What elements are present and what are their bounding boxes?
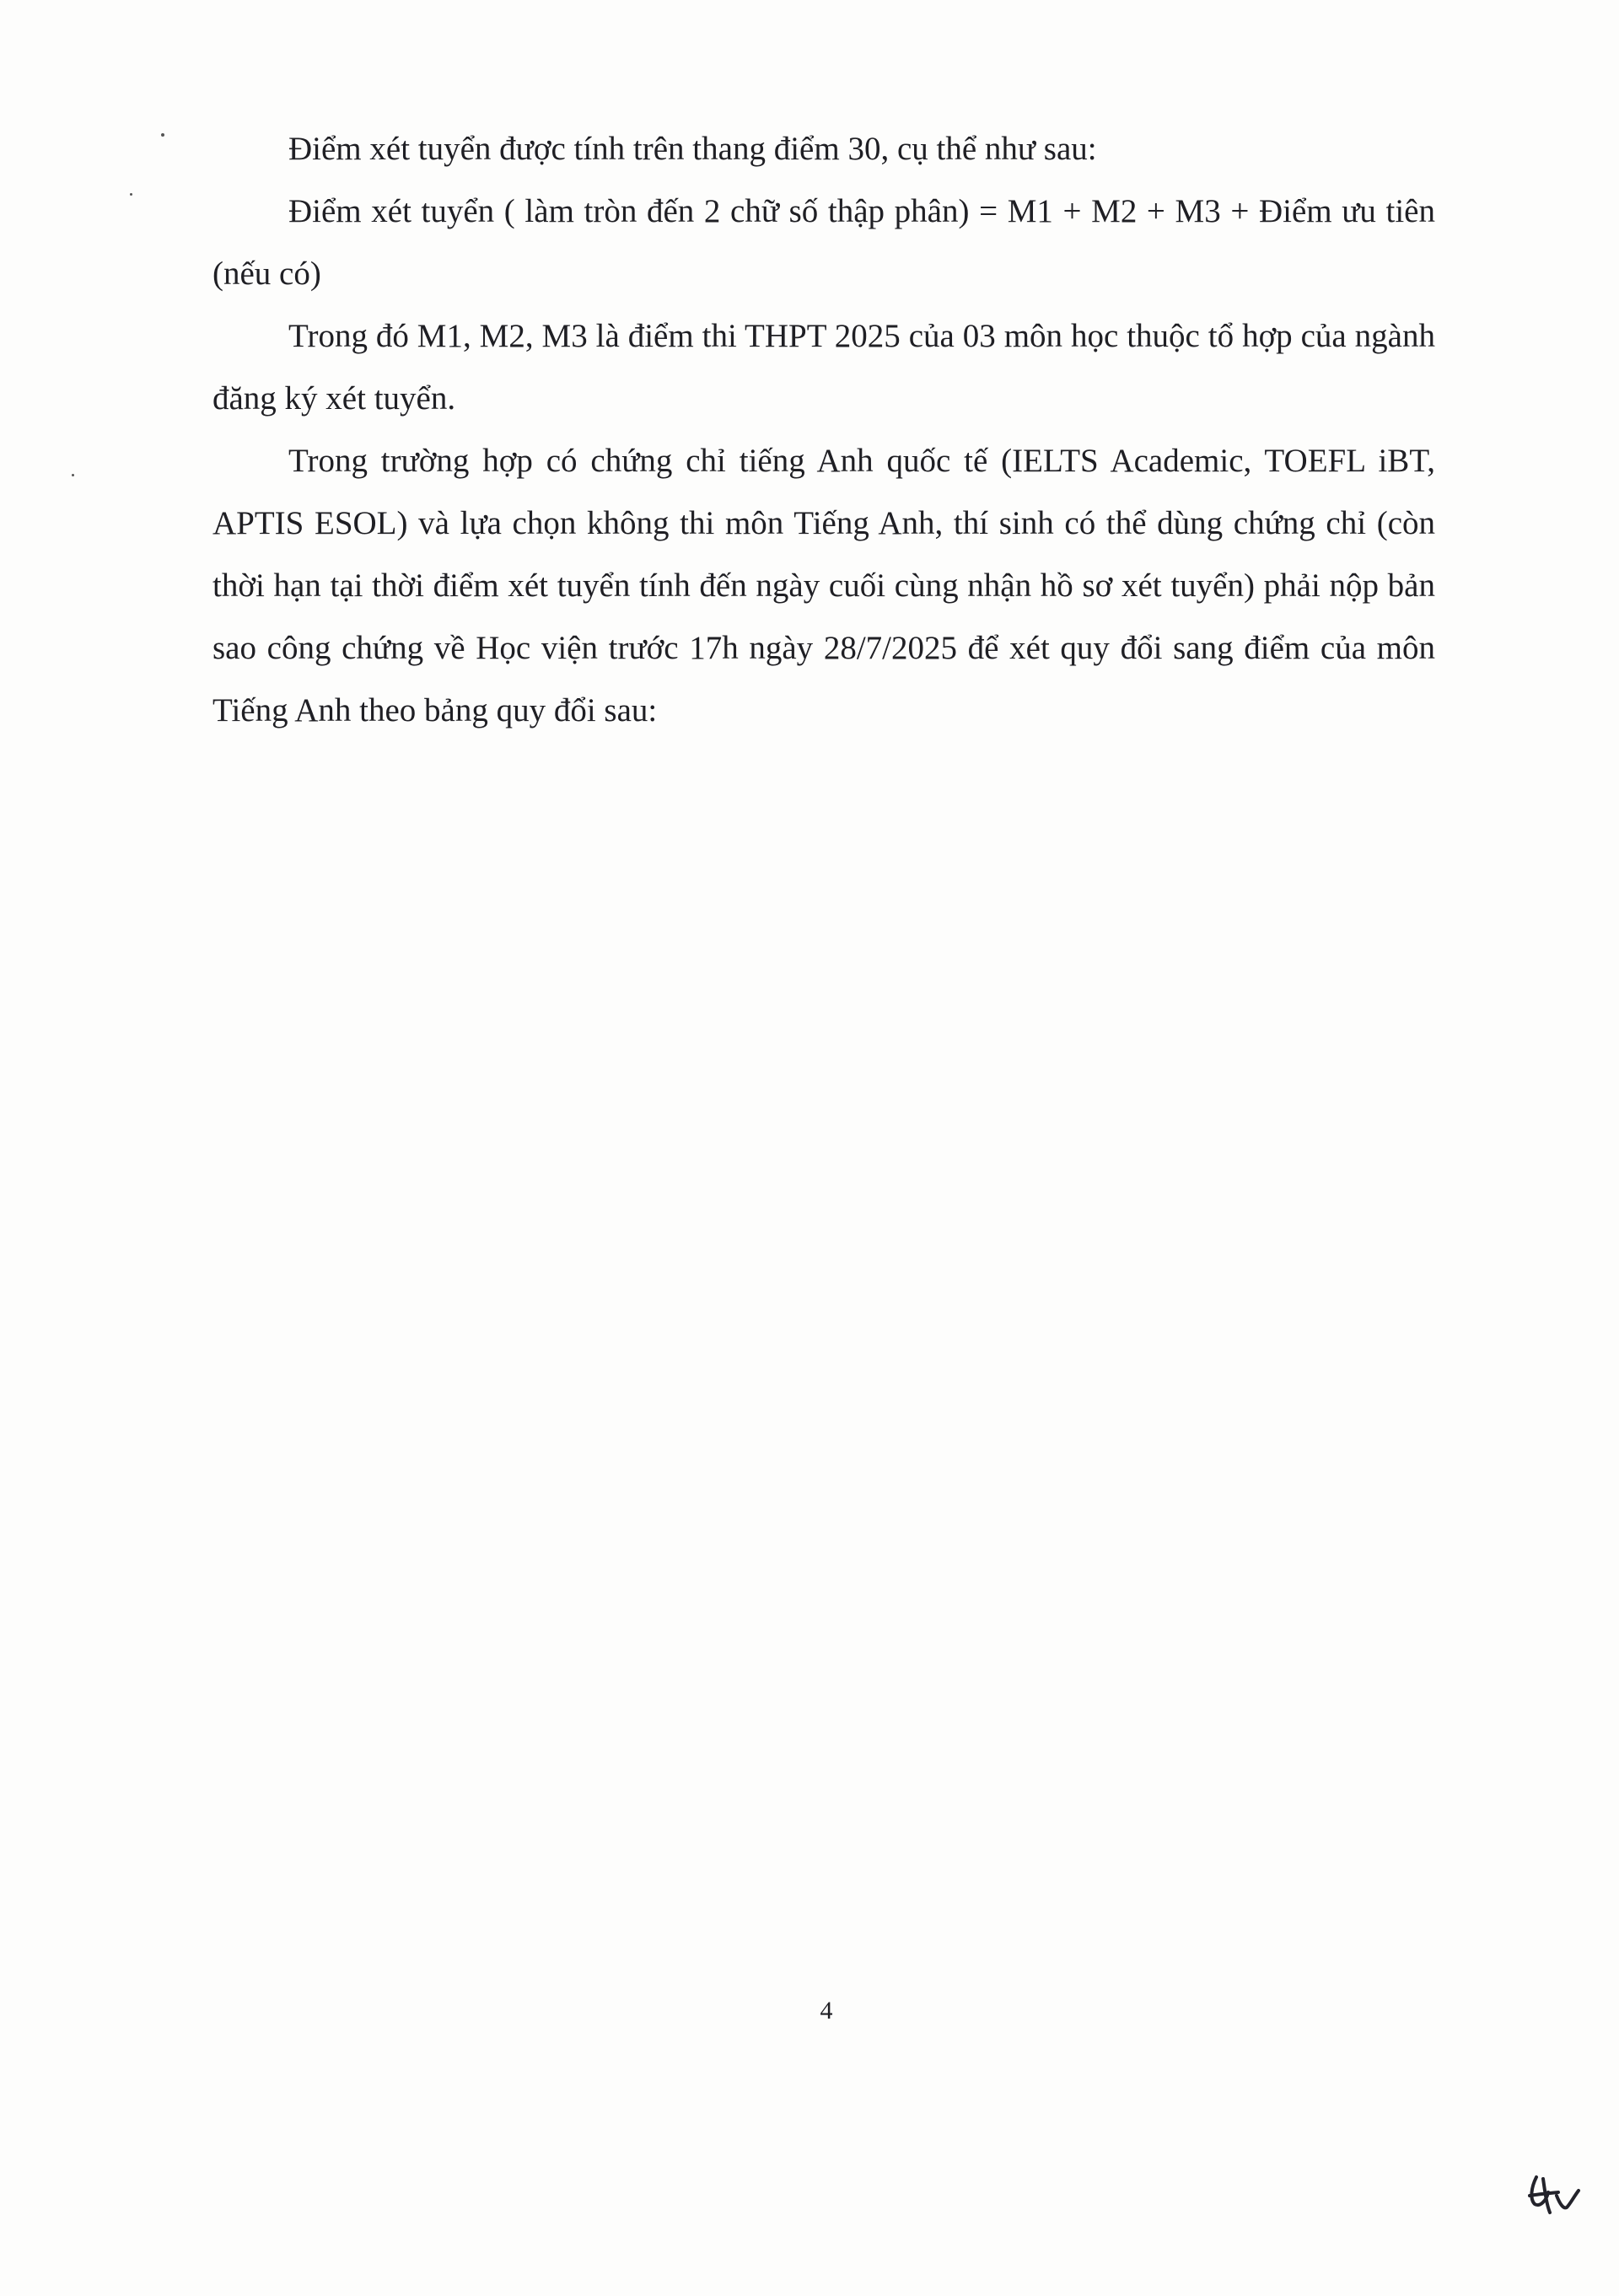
paragraph-scoring-scale: Điểm xét tuyển được tính trên thang điểm 30, cụ thể như sau: <box>288 131 1097 167</box>
scan-speck <box>130 193 132 196</box>
scan-speck <box>161 133 164 137</box>
page-number: 4 <box>820 1997 833 2024</box>
document-body <box>212 118 1435 742</box>
paragraph-subject-definition: Trong đó M1, M2, M3 là điểm thi THPT 2025 của 03 môn học thuộc tổ hợp của ngành đăng ký xét tuyển. <box>212 318 1435 417</box>
paragraph-scoring-formula: Điểm xét tuyển ( làm tròn đến 2 chữ số thập phân) = M1 + M2 + M3 + Điểm ưu tiên (nếu có) <box>212 193 1435 292</box>
paragraph-english-certificate: Trong trường hợp có chứng chỉ tiếng Anh quốc tế (IELTS Academic, TOEFL iBT, APTIS ESOL) và lựa chọn không thi môn Tiếng Anh, thí sinh có thể dùng chứng chỉ (còn thời hạn tại thời điểm xét tuyển tính đến ngày cuối cùng nhận hồ sơ xét tuyển) phải nộp bản sao công chứng về Học viện trước 17h ngày 28/7/2025 để xét quy đổi sang điểm của môn Tiếng Anh theo bảng quy đổi sau: <box>212 443 1435 729</box>
scan-speck <box>72 474 74 476</box>
handwritten-initials <box>1525 2170 1584 2221</box>
